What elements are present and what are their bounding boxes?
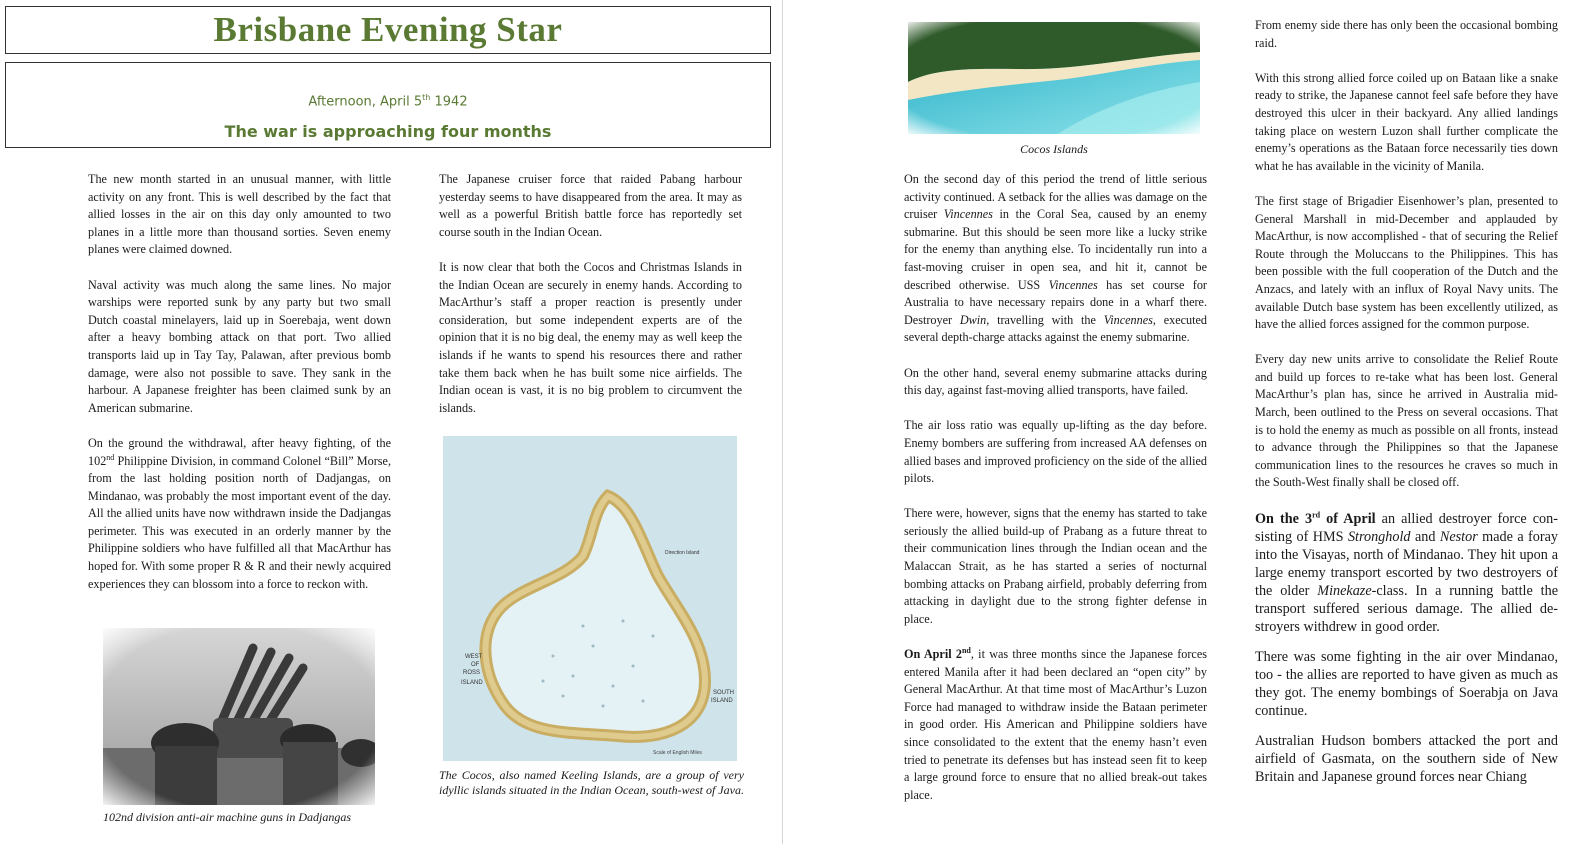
article-paragraph: There was some fighting in the air over Mindanao, too - the allies are reported to have given as much as they got. The enemy bombings of Soerabja on Java continue. (1255, 648, 1558, 719)
left-column-1 (88, 171, 391, 611)
article-paragraph: The air loss ratio was equally up-lifting as the day before. Enemy bombers are suffering from increased AA defenses on allied bases and improved proficiency on the side of the allied pilots. (904, 418, 1207, 486)
article-paragraph: There were, however, signs that the enemy has started to take seriously the allied build-up of Prabang as a future threat to their communication lines through the Indian ocean and the Malaccan Strait, as he has started a series of nocturnal bombing attacks on Prabang airfield, probably deferring from attacking in daylight due to the strong fighter defense in place. (904, 506, 1207, 626)
article-paragraph: With this strong allied force coiled up on Bataan like a snake ready to strike, the Japanese cannot feel safe before they have destroyed this ulcer in their backyard. Any allied landings taking place on western Luzon shall further complicate the enemy’s operations as the Bataan force necessarily ties down what he has available in the vicinity of Manila. (1255, 70, 1558, 173)
article-paragraph: On April 2nd, it was three months since the Japanese forces entered Manila after it had been declared an “open city” by General MacArthur. At that time most of MacArthur’s Luzon Force had managed to withdraw inside the Bataan perimeter in good order. His American and Philippine soldiers have since consolidated to the extent that the enemy hasn’t even tried to penetrate its defenses but has instead seen fit to keep a large ground force to ensure that no allied break-out takes place. (904, 645, 1207, 802)
photo-caption: Cocos Islands (1020, 142, 1088, 156)
right-column-2 (1255, 17, 1558, 798)
anti-aircraft-guns-photo (103, 628, 375, 805)
lead-in: On the 3rd of April (1255, 509, 1376, 527)
svg-text:ROSS: ROSS (463, 670, 481, 676)
map-caption: The Cocos, also named Keeling Islands, are a group of very idyllic islands situated in the Indian Ocean, south-west of Java. (439, 768, 744, 797)
right-page (783, 0, 1570, 844)
issue-subtitle: The war is approaching four months (224, 122, 552, 142)
lead-in: On April 2nd (904, 645, 971, 662)
newspaper-title: Brisbane Evening Star (213, 10, 563, 49)
article-paragraph: It is now clear that both the Cocos and Christmas Islands in the Indian Ocean are securely in enemy hands. According to MacArthur’s staff a proper reaction is presently under consideration, but some independent experts are of the opinion that it is no big deal, the enemy may as well keep the islands if he wants to spend his resources there and rather take them back when he has built some nice airfields. The Indian ocean is vast, it is no big problem to circumvent the islands. (439, 259, 742, 415)
dateline-box (5, 62, 771, 148)
article-paragraph: On the second day of this period the trend of little serious activity continued. A setback for the allies was damage on the cruiser Vincennes in the Coral Sea, caused by an enemy submarine. But this should be seen more like a lucky strike for the enemy than anything else. To incidentally run into a fast-moving cruiser in open sea, and hit it, cannot be described otherwise. USS Vincennes has set course for Australia to have necessary repairs done in a wharf there. Destroyer Dwin, travelling with the Vincennes, executed several depth-charge attacks against the enemy submarine. (904, 172, 1208, 345)
article-paragraph: Naval activity was much along the same lines. No major warships were reported sunk by any party but two small Dutch coastal minelayers, laid up in Soerebaja, went down after a heavy bombing attack on that port. Two allied transports laid up in Tay Tay, Palawan, after previous bomb damage, were also not possible to save. They sank in the harbour. A Japanese freighter has been claimed sunk by an American submarine. (88, 277, 391, 415)
article-paragraph: On the 3rd of April an allied destroyer force consisting of HMS Stronghold and Nestor made a foray into the Visayas, north of Mindanao. They hit upon a large enemy transport escorted by two destroyers of the older Minekaze-class. In a running battle the transport suffered serious damage. The allied destroyers withdrew in good order. (1255, 509, 1559, 635)
cocos-islands-map (443, 436, 737, 761)
article-paragraph: The new month started in an unusual manner, with little activity on any front. This is well described by the fact that allied losses in the air on this day only amounted to two planes in a little more than thousand sorties. Seven enemy planes were claimed downed. (88, 172, 391, 257)
tropical-beach-photo (908, 22, 1200, 134)
article-paragraph: Every day new units arrive to consolidate the Relief Route and build up forces to re-take what has been lost. General MacArthur’s plan has, since he arrived in Australia mid-March, been outlined to the Press on several occasions. That is to hold the enemy as much as possible on all fronts, instead to advance through the Philippines so that the Japanese communication lines to the resources he craves so much in the South-West finally shall be closed off. (1255, 352, 1558, 490)
article-paragraph: The first stage of Brigadier Eisenhower’s plan, presented to General Marshall in mid-December and applauded by MacArthur, is now accomplished - that of securing the Relief Route through the Moluccans to the Philippines. This has been possible with the full cooperation of the Dutch and the Anzacs, and lately with an influx of Royal Navy units. The available Dutch base system has been excellently utilized, as have the allied forces assigned for the common purpose. (1255, 193, 1558, 332)
svg-text:WEST: WEST (465, 654, 483, 660)
svg-text:SOUTH: SOUTH (713, 690, 734, 696)
article-paragraph: On the other hand, several enemy submarine attacks during this day, against fast-moving allied transports, have failed. (904, 365, 1207, 398)
left-column-2 (439, 171, 742, 435)
article-paragraph: On the ground the withdrawal, after heavy fighting, of the 102nd Philippine Division, in command Colonel “Bill” Morse, from the last holding position north of Dadjangas, on Mindanao, was probably the most important event of the day. All the allied units have now withdrawn inside the Dadjangas perimeter. This was executed in an orderly manner by the Philippine soldiers who have fulfilled all that MacArthur has hoped for. With some proper R & R and their newly acquired experiences they can blossom into a force to reckon with. (88, 435, 391, 591)
article-paragraph: Australian Hudson bombers attacked the port and airfield of Gasmata, on the southern side of New Britain and Japanese ground forces near Chiang (1255, 732, 1558, 785)
svg-text:ISLAND: ISLAND (711, 698, 733, 704)
article-paragraph: The Japanese cruiser force that raided Pabang harbour yesterday seems to have disappeared from the area. It may as well as a powerful British battle force has reportedly set course south in the Indian Ocean. (439, 172, 742, 239)
svg-text:Direction Island: Direction Island (665, 550, 700, 556)
svg-text:Scale of English Miles: Scale of English Miles (653, 750, 702, 756)
photo-caption: 102nd division anti-air machine guns in Dadjangas (103, 810, 351, 824)
issue-date: Afternoon, April 5th 1942 (308, 93, 468, 110)
left-page (0, 0, 782, 844)
right-column-1 (904, 171, 1207, 822)
svg-text:ISLAND: ISLAND (461, 680, 483, 686)
svg-text:OF: OF (471, 662, 480, 668)
masthead-box (5, 6, 771, 54)
article-paragraph: From enemy side there has only been the occasional bombing raid. (1255, 18, 1558, 50)
